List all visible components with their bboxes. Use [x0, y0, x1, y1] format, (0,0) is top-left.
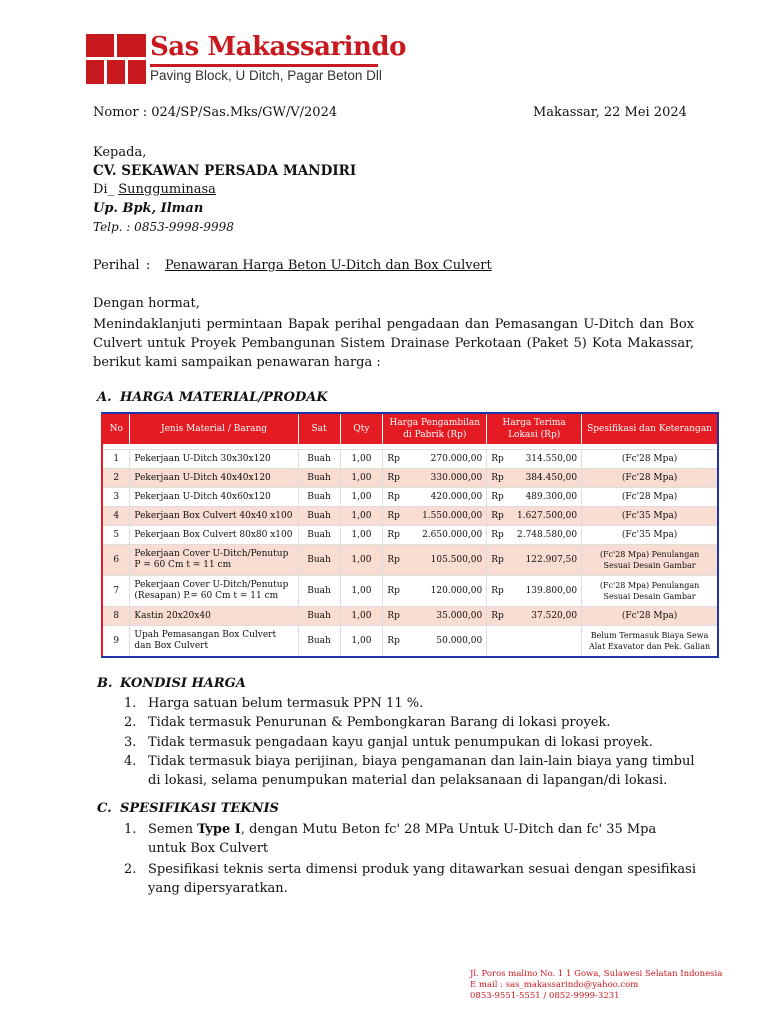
header-item: Jenis Material / Barang	[130, 413, 298, 445]
cell-p1: 120.000,00	[405, 576, 487, 607]
table-body	[102, 445, 718, 658]
cell-sat: Buah	[298, 469, 340, 488]
perihal-value: Penawaran Harga Beton U-Ditch dan Box Culvert	[165, 258, 492, 273]
cell-sat: Buah	[298, 607, 340, 626]
list-item: 1. Semen Type I, dengan Mutu Beton fc' 28 MPa Untuk U-Ditch dan fc' 35 Mpa untuk Box Culvert	[124, 822, 657, 857]
perihal-colon: :	[146, 258, 151, 273]
recipient-phone: Telp. : 0853-9998-9998	[93, 220, 234, 234]
perihal-label: Perihal	[93, 258, 140, 273]
cell-sat: Buah	[298, 526, 340, 545]
letter-date: Makassar, 22 Mei 2024	[533, 105, 687, 120]
cell-rp2: Rp	[487, 526, 509, 545]
cell-p2: 139.800,00	[509, 576, 582, 607]
cell-p1: 270.000,00	[405, 450, 487, 469]
section-c-list	[124, 820, 696, 898]
cell-item: Pekerjaan Cover U-Ditch/Penutup P = 60 Cm t = 11 cm	[130, 545, 298, 576]
recipient-attention: Up. Bpk, Ilman	[93, 201, 204, 216]
cell-qty: 1,00	[340, 576, 383, 607]
cell-no: 9	[102, 626, 130, 658]
cell-item: Pekerjaan U-Ditch 40x40x120	[130, 469, 298, 488]
cell-qty: 1,00	[340, 526, 383, 545]
cell-no: 7	[102, 576, 130, 607]
cell-qty: 1,00	[340, 469, 383, 488]
cell-item: Upah Pemasangan Box Culvert dan Box Culvert	[130, 626, 298, 658]
cell-p2: 384.450,00	[509, 469, 582, 488]
cell-p1: 2.650.000,00	[405, 526, 487, 545]
list-item: 2. Tidak termasuk Penurunan & Pembongkaran Barang di lokasi proyek.	[124, 715, 611, 731]
cell-item: Pekerjaan Box Culvert 80x80 x100	[130, 526, 298, 545]
footer-email: E mail : sas_makassarindo@yahoo.com	[470, 980, 639, 990]
cell-spec: (Fc'28 Mpa)	[582, 488, 718, 507]
recipient-place	[93, 182, 216, 197]
cell-p2: 2.748.580,00	[509, 526, 582, 545]
section-c-letter: C.	[97, 801, 112, 816]
cell-no: 1	[102, 450, 130, 469]
cell-p1: 420.000,00	[405, 488, 487, 507]
cell-spec: (Fc'28 Mpa) Penulangan Sesuai Desain Gambar	[582, 576, 718, 607]
cell-sat: Buah	[298, 626, 340, 658]
cell-p1: 1.550.000,00	[405, 507, 487, 526]
cell-item: Pekerjaan U-Ditch 40x60x120	[130, 488, 298, 507]
table-row	[102, 469, 718, 488]
cell-p2: 1.627.500,00	[509, 507, 582, 526]
cell-spec: (Fc'28 Mpa)	[582, 450, 718, 469]
table-row	[102, 545, 718, 576]
footer-phone: 0853-9551-5551 / 0852-9999-3231	[470, 991, 620, 1001]
cell-item: Pekerjaan Box Culvert 40x40 x100	[130, 507, 298, 526]
cell-spec: (Fc'35 Mpa)	[582, 526, 718, 545]
cell-item: Pekerjaan Cover U-Ditch/Penutup (Resapan) P.= 60 Cm t = 11 cm	[130, 576, 298, 607]
cell-qty: 1,00	[340, 545, 383, 576]
recipient-company: CV. SEKAWAN PERSADA MANDIRI	[93, 163, 357, 179]
footer-contact	[470, 969, 722, 1002]
section-a-title: HARGA MATERIAL/PRODAK	[120, 390, 328, 405]
cell-p1: 50.000,00	[405, 626, 487, 658]
cell-no: 3	[102, 488, 130, 507]
cell-rp2: Rp	[487, 507, 509, 526]
header-no: No	[102, 413, 130, 445]
cell-sat: Buah	[298, 488, 340, 507]
cell-spec: (Fc'35 Mpa)	[582, 507, 718, 526]
table-row	[102, 607, 718, 626]
section-b-letter: B.	[97, 676, 113, 691]
logo-divider	[150, 64, 378, 67]
table-row	[102, 626, 718, 658]
cell-rp2: Rp	[487, 450, 509, 469]
cell-qty: 1,00	[340, 626, 383, 658]
cell-spec: (Fc'28 Mpa)	[582, 607, 718, 626]
cell-rp1: Rp	[383, 469, 405, 488]
company-logo-subtitle: Paving Block, U Ditch, Pagar Beton Dll	[150, 68, 382, 83]
header-sat: Sat	[298, 413, 340, 445]
cell-spec: (Fc'28 Mpa)	[582, 469, 718, 488]
cell-no: 6	[102, 545, 130, 576]
cell-p2: 314.550,00	[509, 450, 582, 469]
table-row	[102, 576, 718, 607]
footer-address: Jl. Poros malino No. 1 1 Gowa, Sulawesi Selatan Indonesia	[470, 969, 723, 979]
list-item: 1. Harga satuan belum termasuk PPN 11 %.	[124, 696, 424, 711]
cell-no: 8	[102, 607, 130, 626]
cell-item: Kastin 20x20x40	[130, 607, 298, 626]
header-qty: Qty	[340, 413, 383, 445]
cell-rp1: Rp	[383, 507, 405, 526]
list-item: 4. Tidak termasuk biaya perijinan, biaya pengamanan dan lain-lain biaya yang timbul di lokasi, selama penumpukan material dan pelaksanaan di lapangan/di lokasi.	[124, 753, 695, 789]
cell-rp1: Rp	[383, 488, 405, 507]
cell-rp1: Rp	[383, 626, 405, 658]
cell-rp2: Rp	[487, 607, 509, 626]
cell-p2: 489.300,00	[509, 488, 582, 507]
cell-qty: 1,00	[340, 607, 383, 626]
cell-rp2: Rp	[487, 545, 509, 576]
table-header-row	[102, 413, 718, 445]
header-spec: Spesifikasi dan Keterangan	[582, 413, 718, 445]
company-logo-mark	[86, 34, 146, 84]
greeting: Dengan hormat,	[93, 296, 200, 311]
header-location-price: Harga Terima Lokasi (Rp)	[487, 413, 582, 445]
cell-qty: 1,00	[340, 507, 383, 526]
cell-rp1: Rp	[383, 450, 405, 469]
table-row	[102, 450, 718, 469]
price-table	[101, 412, 719, 658]
cell-qty: 1,00	[340, 488, 383, 507]
cell-sat: Buah	[298, 507, 340, 526]
cell-no: 2	[102, 469, 130, 488]
company-logo-title: Sas Makassarindo	[150, 32, 406, 62]
cell-rp1: Rp	[383, 607, 405, 626]
section-b-title: KONDISI HARGA	[120, 676, 246, 691]
cell-rp2: Rp	[487, 488, 509, 507]
cell-p2: 122.907,50	[509, 545, 582, 576]
recipient-di-prefix: Di_	[93, 182, 115, 197]
list-item: 2. Spesifikasi teknis serta dimensi produk yang ditawarkan sesuai dengan spesifikasi yang dipersyaratkan.	[124, 861, 696, 896]
cell-spec: Belum Termasuk Biaya Sewa Alat Exavator dan Pek. Galian	[582, 626, 718, 658]
cell-rp1: Rp	[383, 576, 405, 607]
cell-spec: (Fc'28 Mpa) Penulangan Sesuai Desain Gambar	[582, 545, 718, 576]
cell-sat: Buah	[298, 450, 340, 469]
cell-rp1: Rp	[383, 545, 405, 576]
section-c-title: SPESIFIKASI TEKNIS	[120, 801, 279, 816]
cell-p1: 105.500,00	[405, 545, 487, 576]
table-row	[102, 526, 718, 545]
cell-no: 4	[102, 507, 130, 526]
cell-item: Pekerjaan U-Ditch 30x30x120	[130, 450, 298, 469]
cell-sat: Buah	[298, 576, 340, 607]
table-row	[102, 507, 718, 526]
cell-rp1: Rp	[383, 526, 405, 545]
table-row	[102, 488, 718, 507]
recipient-kepada: Kepada,	[93, 145, 147, 160]
letter-number: Nomor : 024/SP/Sas.Mks/GW/V/2024	[93, 105, 338, 120]
list-item: 3. Tidak termasuk pengadaan kayu ganjal untuk penumpukan di lokasi proyek.	[124, 734, 653, 750]
cell-sat: Buah	[298, 545, 340, 576]
cell-rp2	[487, 626, 509, 658]
header-factory-price: Harga Pengambilan di Pabrik (Rp)	[383, 413, 487, 445]
section-a-letter: A.	[97, 390, 112, 405]
cell-p1: 35.000,00	[405, 607, 487, 626]
body-paragraph: Menindaklanjuti permintaan Bapak perihal pengadaan dan Pemasangan U-Ditch dan Box Culvert untuk Proyek Pembangunan Sistem Drainase Perkotaan (Paket 5) Kota Makassar, berikut kami sampaikan penawaran harga :	[93, 317, 694, 370]
cell-qty: 1,00	[340, 450, 383, 469]
cell-p1: 330.000,00	[405, 469, 487, 488]
cell-rp2: Rp	[487, 469, 509, 488]
cell-rp2: Rp	[487, 576, 509, 607]
cell-no: 5	[102, 526, 130, 545]
section-b-list	[124, 694, 696, 790]
cell-p2	[509, 626, 582, 658]
cell-p2: 37.520,00	[509, 607, 582, 626]
recipient-di-place: Sungguminasa	[118, 182, 216, 197]
